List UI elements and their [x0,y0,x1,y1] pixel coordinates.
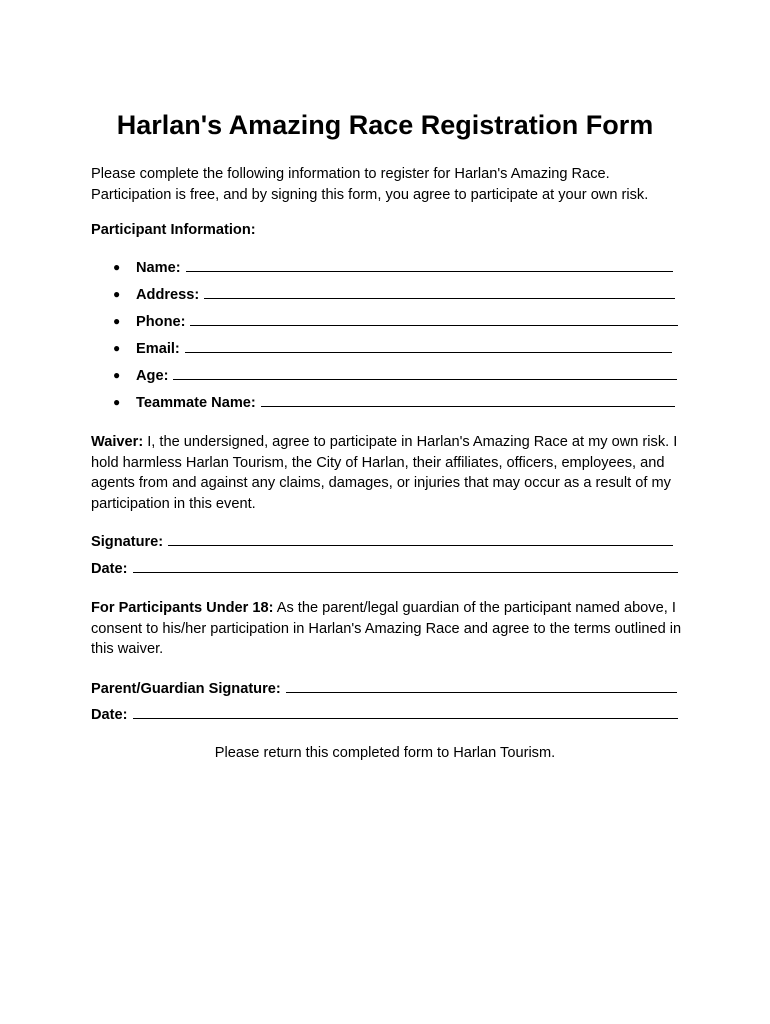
date-row [91,557,678,579]
minor-label: For Participants Under 18: [91,600,274,616]
field-phone [0,310,770,337]
field-teammate-name [0,391,770,418]
guardian-signature-row [91,677,677,699]
intro-paragraph: Please complete the following information to register for Harlan's Amazing Race. Participation is free, and by signing this form, you agree to participate at your own risk. [91,166,649,203]
signature-label: Signature: [91,534,164,550]
email-blank[interactable] [185,337,672,353]
minor-paragraph [91,598,691,660]
phone-blank[interactable] [190,310,678,326]
field-address [0,283,770,310]
bullet-icon: ● [113,314,121,328]
signature-blank[interactable] [168,530,673,546]
participant-heading: Participant Information: [91,222,256,238]
field-label: Name: [136,260,181,276]
address-blank[interactable] [204,283,675,299]
field-label: Teammate Name: [136,395,256,411]
minor-text: As the parent/legal guardian of the participant named above, I consent to his/her participation in Harlan's Amazing Race and agree to the terms outlined in this waiver. [91,600,682,658]
field-age [0,364,770,391]
date-label: Date: [91,561,128,577]
date-blank[interactable] [133,557,679,573]
bullet-icon: ● [113,341,121,355]
bullet-icon: ● [113,287,121,301]
page-title: Harlan's Amazing Race Registration Form [116,110,654,140]
guardian-signature-blank[interactable] [286,677,677,693]
bullet-icon: ● [113,395,121,409]
waiver-label: Waiver: [91,434,144,450]
age-blank[interactable] [173,364,677,380]
field-label: Age: [136,368,169,384]
participant-fields [0,256,770,418]
teammate-name-blank[interactable] [261,391,675,407]
bullet-icon: ● [113,368,121,382]
waiver-text: I, the undersigned, agree to participate in Harlan's Amazing Race at my own risk. I hold harmless Harlan Tourism, the City of Harlan, their affiliates, officers, employees, and agents from and against any claims, damages, or injuries that may occur as a result of my participation in this event. [91,434,678,512]
field-label: Email: [136,341,180,357]
bullet-icon: ● [113,260,121,274]
signature-row [91,530,673,552]
guardian-date-blank[interactable] [133,703,679,719]
footer-note: Please return this completed form to Harlan Tourism. [214,745,556,761]
field-email [0,337,770,364]
guardian-date-row [91,703,678,725]
field-label: Address: [136,287,200,303]
name-blank[interactable] [186,256,673,272]
guardian-signature-label: Parent/Guardian Signature: [91,681,281,697]
waiver-paragraph [91,432,691,514]
guardian-date-label: Date: [91,707,128,723]
field-label: Phone: [136,314,186,330]
field-name [0,256,770,283]
